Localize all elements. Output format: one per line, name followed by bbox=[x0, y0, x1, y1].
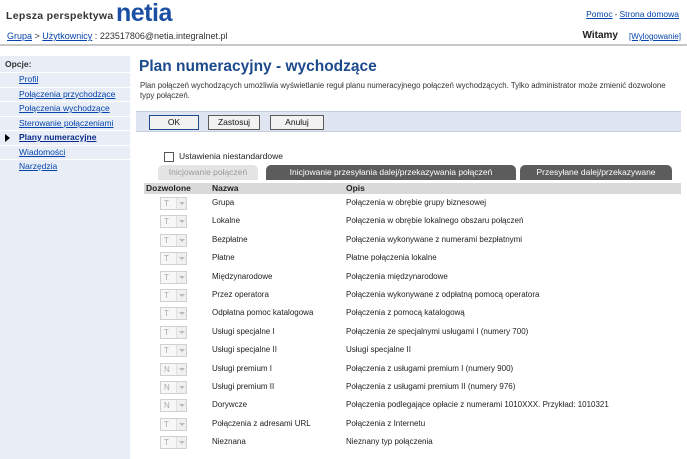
sidebar-item-outgoing-calls[interactable] bbox=[0, 101, 130, 116]
row-description: Połączenia z pomocą katalogową bbox=[346, 308, 465, 318]
row-name: Przez operatora bbox=[212, 289, 269, 299]
row-description: Połączenia z usługami premium I (numery 900) bbox=[346, 363, 514, 373]
table-row bbox=[144, 323, 681, 341]
allowed-select[interactable] bbox=[160, 363, 187, 376]
row-description: Połączenia w obrębie lokalnego obszaru połączeń bbox=[346, 216, 524, 226]
row-name: Grupa bbox=[212, 198, 235, 207]
cancel-button[interactable]: Anuluj bbox=[270, 115, 324, 130]
arrow-right-icon bbox=[5, 134, 10, 142]
main-content bbox=[136, 56, 687, 448]
chevron-down-icon[interactable] bbox=[176, 216, 186, 227]
allowed-select[interactable] bbox=[160, 381, 187, 394]
sidebar-menu bbox=[0, 72, 130, 174]
table-row bbox=[144, 304, 681, 322]
row-name: Płatne bbox=[212, 253, 235, 263]
row-description: Połączenia z Internetu bbox=[346, 418, 426, 428]
top-links bbox=[586, 9, 679, 19]
chevron-down-icon[interactable] bbox=[176, 327, 186, 338]
allowed-select[interactable] bbox=[160, 289, 187, 302]
row-description: Połączenia międzynarodowe bbox=[346, 271, 448, 281]
allowed-select[interactable] bbox=[160, 197, 187, 210]
breadcrumb: Grupa > Użytkownicy : 223517806@netia.integralnet.pl bbox=[7, 31, 228, 41]
sidebar-item-label[interactable]: Sterowanie połączeniami bbox=[19, 117, 114, 128]
netia-logo[interactable]: netia bbox=[116, 0, 172, 27]
breadcrumb-group[interactable]: Grupa bbox=[7, 31, 33, 41]
allowed-select-value: T bbox=[164, 327, 169, 337]
chevron-down-icon[interactable] bbox=[176, 382, 186, 393]
sidebar-item-label[interactable]: Profil bbox=[19, 74, 39, 84]
header-name: Nazwa bbox=[212, 183, 239, 193]
row-description: Połączenia podlegające opłacie z numerami 1010XXX. Przykład: 1010321 bbox=[346, 400, 609, 410]
row-name: Usługi specjalne II bbox=[212, 345, 277, 355]
sidebar-item-label[interactable]: Połączenia przychodzące bbox=[19, 88, 116, 99]
table-header bbox=[144, 183, 681, 194]
sidebar-title: Opcje: bbox=[5, 59, 32, 69]
allowed-select-value: T bbox=[164, 309, 169, 319]
allowed-select[interactable] bbox=[160, 215, 187, 228]
chevron-down-icon[interactable] bbox=[176, 400, 186, 411]
sidebar-item-messages[interactable] bbox=[0, 145, 130, 160]
row-name: Międzynarodowe bbox=[212, 271, 273, 281]
link-separator: - bbox=[614, 9, 618, 19]
table-body bbox=[144, 194, 681, 451]
row-name: Połączenia z adresami URL bbox=[212, 418, 311, 428]
row-name: Nieznana bbox=[212, 437, 246, 447]
row-description: Połączenia z usługami premium II (numery 976) bbox=[346, 381, 516, 391]
row-description: Usługi specjalne II bbox=[346, 345, 411, 355]
chevron-down-icon[interactable] bbox=[176, 235, 186, 246]
table-row bbox=[144, 415, 681, 433]
sidebar-item-tools[interactable] bbox=[0, 159, 130, 174]
sidebar-item-incoming-calls[interactable] bbox=[0, 87, 130, 102]
allowed-select[interactable] bbox=[160, 436, 187, 449]
allowed-select-value: N bbox=[164, 382, 170, 392]
allowed-select-value: T bbox=[164, 419, 169, 429]
apply-button[interactable]: Zastosuj bbox=[208, 115, 260, 130]
row-name: Bezpłatne bbox=[212, 234, 248, 244]
allowed-select-value: T bbox=[164, 290, 169, 300]
sidebar-item-profile[interactable] bbox=[0, 72, 130, 87]
sidebar-item-label[interactable]: Wiadomości bbox=[19, 146, 66, 157]
row-description: Połączenia wykonywane z numerami bezpłatnymi bbox=[346, 234, 523, 244]
allowed-select[interactable] bbox=[160, 271, 187, 284]
custom-settings-checkbox[interactable] bbox=[164, 152, 174, 162]
tab-forwarding-initiation[interactable]: Inicjowanie przesyłania dalej/przekazywania połączeń bbox=[266, 165, 516, 180]
allowed-select-value: T bbox=[164, 217, 169, 227]
table-row bbox=[144, 212, 681, 230]
chevron-down-icon[interactable] bbox=[176, 272, 186, 283]
custom-settings-label: Ustawienia niestandardowe bbox=[179, 151, 283, 161]
row-name: Dorywcze bbox=[212, 400, 248, 410]
row-description: Połączenia w obrębie grupy biznesowej bbox=[346, 198, 487, 207]
table-row bbox=[144, 268, 681, 286]
tab-forwarded[interactable]: Przesyłane dalej/przekazywane bbox=[520, 165, 672, 180]
allowed-select-value: T bbox=[164, 254, 169, 264]
row-description: Płatne połączenia lokalne bbox=[346, 253, 437, 263]
table-row bbox=[144, 194, 681, 212]
logout-link-wrap bbox=[629, 32, 681, 41]
tab-bar bbox=[158, 165, 681, 180]
row-name: Usługi premium I bbox=[212, 363, 273, 373]
table-row bbox=[144, 396, 681, 414]
header-divider bbox=[0, 44, 687, 46]
row-description: Nieznany typ połączenia bbox=[346, 437, 433, 447]
chevron-down-icon[interactable] bbox=[176, 437, 186, 448]
header-description: Opis bbox=[346, 183, 365, 193]
chevron-down-icon[interactable] bbox=[176, 345, 186, 356]
logout-link[interactable]: [Wylogowanie] bbox=[629, 32, 681, 41]
home-link[interactable]: Strona domowa bbox=[619, 9, 679, 19]
chevron-down-icon[interactable] bbox=[176, 419, 186, 430]
allowed-select-value: T bbox=[164, 272, 169, 282]
row-name: Usługi specjalne I bbox=[212, 326, 275, 336]
header bbox=[0, 0, 687, 46]
row-description: Połączenia ze specjalnymi usługami I (numery 700) bbox=[346, 326, 529, 336]
row-name: Odpłatna pomoc katalogowa bbox=[212, 308, 314, 318]
header-allowed: Dozwolone bbox=[146, 183, 191, 193]
chevron-down-icon[interactable] bbox=[176, 308, 186, 319]
sidebar-item-label[interactable]: Plany numeracyjne bbox=[19, 132, 97, 142]
sidebar-item-label[interactable]: Narzędzia bbox=[19, 161, 58, 171]
sidebar-item-call-control[interactable] bbox=[0, 116, 130, 131]
table-row bbox=[144, 231, 681, 249]
sidebar bbox=[0, 56, 130, 459]
table-row bbox=[144, 360, 681, 378]
row-description: Połączenia wykonywane z odpłatną pomocą operatora bbox=[346, 289, 540, 299]
table-row bbox=[144, 286, 681, 304]
table-row bbox=[144, 341, 681, 359]
tab-call-initiation[interactable]: Inicjowanie połączeń bbox=[158, 165, 258, 180]
ok-button[interactable]: OK bbox=[149, 115, 199, 130]
sidebar-item-dial-plans[interactable] bbox=[0, 130, 130, 145]
allowed-select-value: N bbox=[164, 364, 170, 374]
allowed-select[interactable] bbox=[160, 326, 187, 339]
chevron-down-icon[interactable] bbox=[176, 364, 186, 375]
chevron-down-icon[interactable] bbox=[176, 290, 186, 301]
page-description: Plan połączeń wychodzących umożliwia wyświetlanie reguł planu numeracyjnego połączeń wychodzących. Tylko administrator może zmienić dozwolone typy połączeń. bbox=[140, 81, 666, 100]
allowed-select-value: T bbox=[164, 235, 169, 245]
brand-tagline: Lepsza perspektywa bbox=[6, 10, 114, 22]
button-bar bbox=[136, 111, 681, 132]
chevron-down-icon[interactable] bbox=[176, 198, 186, 209]
table-row bbox=[144, 249, 681, 267]
row-name: Usługi premium II bbox=[212, 381, 275, 391]
allowed-select[interactable] bbox=[160, 252, 187, 265]
allowed-select[interactable] bbox=[160, 418, 187, 431]
allowed-select[interactable] bbox=[160, 344, 187, 357]
allowed-select-value: T bbox=[164, 346, 169, 356]
help-link[interactable]: Pomoc bbox=[586, 9, 613, 19]
chevron-down-icon[interactable] bbox=[176, 253, 186, 264]
allowed-select-value: T bbox=[164, 438, 169, 448]
allowed-select[interactable] bbox=[160, 307, 187, 320]
allowed-select[interactable] bbox=[160, 399, 187, 412]
row-name: Lokalne bbox=[212, 216, 241, 226]
table-row bbox=[144, 378, 681, 396]
breadcrumb-users[interactable]: Użytkownicy bbox=[42, 31, 93, 41]
breadcrumb-account: 223517806@netia.integralnet.pl bbox=[99, 31, 228, 41]
custom-settings-row bbox=[164, 151, 283, 162]
allowed-select-value: T bbox=[164, 199, 169, 208]
dial-plan-table bbox=[144, 183, 681, 451]
table-row bbox=[144, 433, 681, 451]
allowed-select[interactable] bbox=[160, 234, 187, 247]
allowed-select-value: N bbox=[164, 401, 170, 411]
page-title: Plan numeracyjny - wychodzące bbox=[139, 58, 377, 75]
sidebar-item-label[interactable]: Połączenia wychodzące bbox=[19, 103, 110, 113]
welcome-text: Witamy bbox=[582, 30, 618, 41]
